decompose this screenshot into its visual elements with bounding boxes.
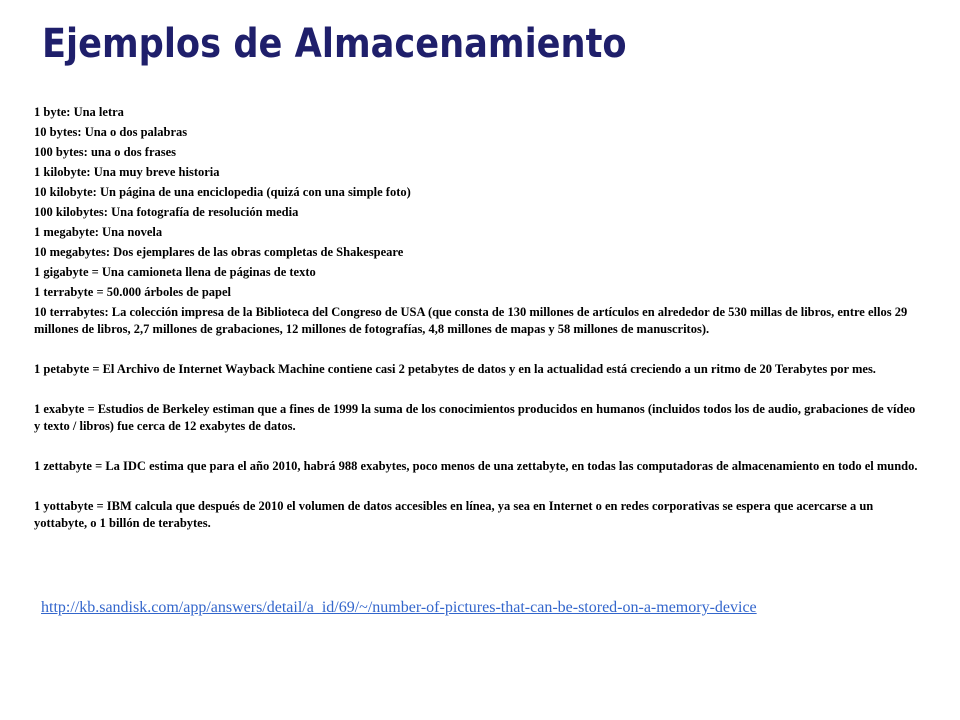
source-link[interactable]: http://kb.sandisk.com/app/answers/detail/a_id/69/~/number-of-pictures-that-can-be-stored-on-a-memory-device [41, 599, 757, 616]
list-item: 1 megabyte: Una novela [34, 225, 163, 239]
list-item: 1 terrabyte = 50.000 árboles de papel [34, 285, 232, 299]
list-item: 1 zettabyte = La IDC estima que para el año 2010, habrá 988 exabytes, poco menos de una zettabyte, en todas las computadoras de almacenamiento en todo el mundo. [34, 459, 918, 473]
list-item: 1 yottabyte = IBM calcula que después de 2010 el volumen de datos accesibles en línea, ya sea en Internet o en redes corporativas se espera que acercarse a un yottabyte, o 1 billón de terabytes. [34, 499, 874, 530]
list-item: 1 gigabyte = Una camioneta llena de páginas de texto [34, 265, 316, 279]
storage-examples-short-list [34, 102, 924, 302]
slide-content [34, 102, 924, 532]
list-item: 1 kilobyte: Una muy breve historia [34, 165, 220, 179]
list-item: 10 megabytes: Dos ejemplares de las obras completas de Shakespeare [34, 245, 404, 259]
list-item: 1 exabyte = Estudios de Berkeley estiman que a fines de 1999 la suma de los conocimientos producidos en humanos (incluidos todos los de audio, grabaciones de vídeo y texto / libros) fue cerca de 12 exabytes de datos. [34, 402, 916, 433]
list-item: 1 petabyte = El Archivo de Internet Wayback Machine contiene casi 2 petabytes de datos y en la actualidad está creciendo a un ritmo de 20 Terabytes por mes. [34, 362, 876, 376]
list-item: 10 kilobyte: Un página de una enciclopedia (quizá con una simple foto) [34, 185, 411, 199]
list-item: 10 terrabytes: La colección impresa de la Biblioteca del Congreso de USA (que consta de 130 millones de artículos en alrededor de 530 millas de libros, entre ellos 29 millones de libros, 2,7 millones de grabaciones, 12 millones de fotografías, 4,8 millones de mapas y 58 millones de manuscritos). [34, 305, 908, 336]
list-item: 10 bytes: Una o dos palabras [34, 125, 188, 139]
storage-examples-long-list [34, 304, 924, 532]
list-item: 100 kilobytes: Una fotografía de resolución media [34, 205, 299, 219]
list-item: 100 bytes: una o dos frases [34, 145, 177, 159]
list-item: 1 byte: Una letra [34, 105, 124, 119]
slide-title: Ejemplos de Almacenamiento [42, 21, 627, 67]
